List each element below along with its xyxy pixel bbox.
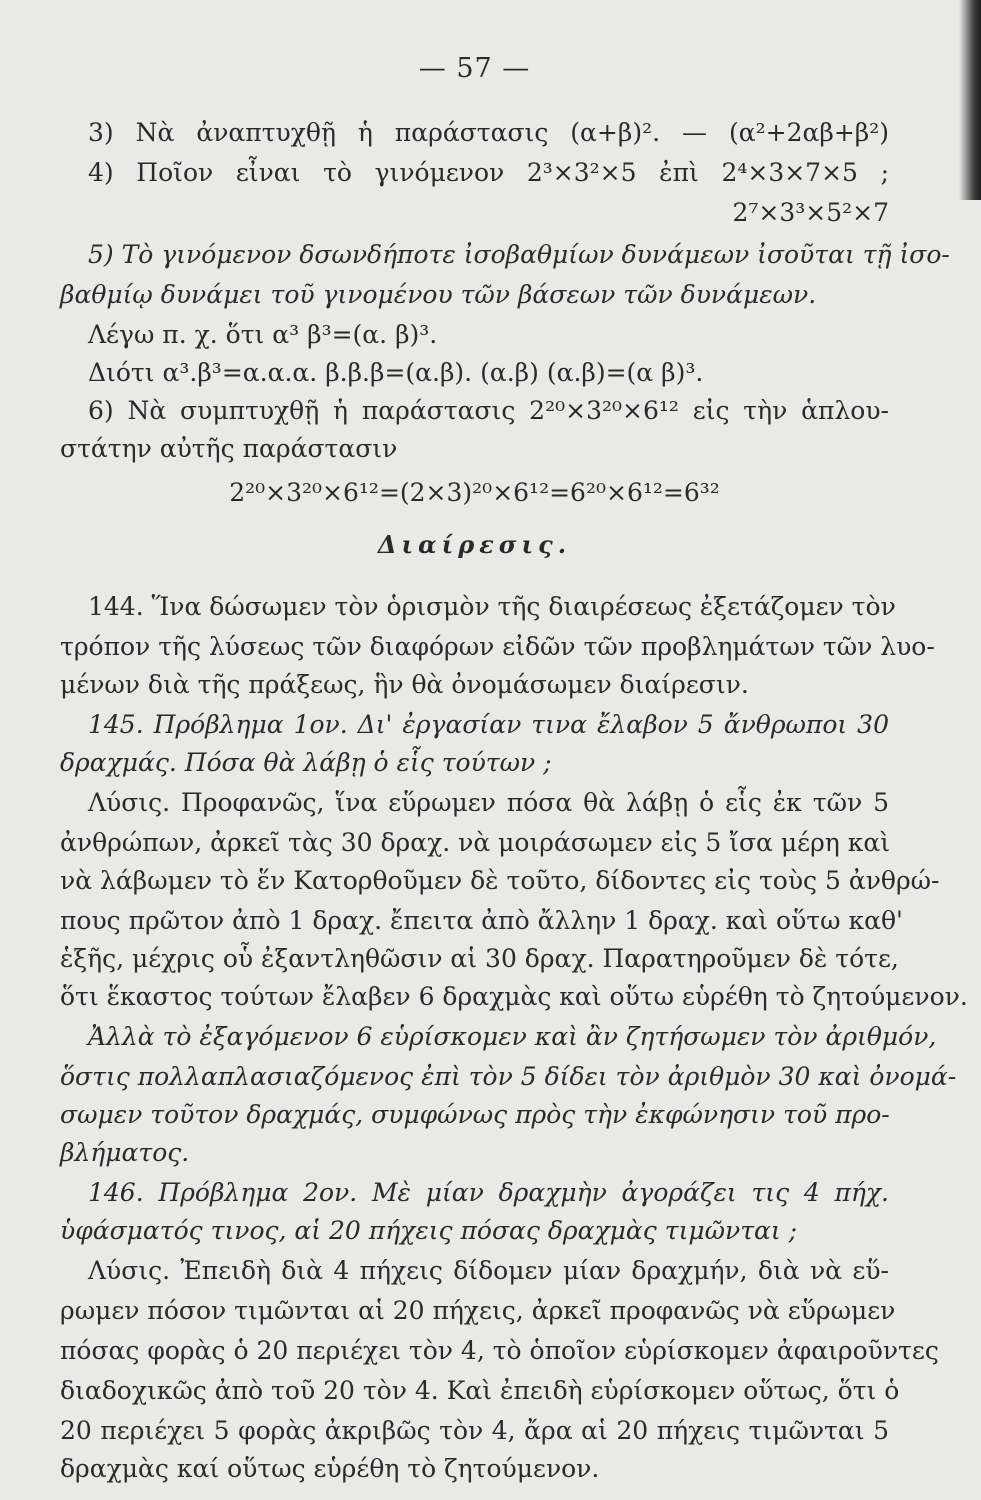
- remark-145-line-2: ὅστις πολλαπλασιαζόμενος ἐπὶ τὸν 5 δίδει τὸν ἀριθμὸν 30 καὶ ὀνομά-: [60, 1062, 957, 1091]
- page-number: — 57 —: [418, 53, 531, 84]
- remark-145-line-3: σωμεν τοῦτον δραχμάς, συμφώνως πρὸς τὴν ἐκφώνησιν τοῦ προ-: [60, 1100, 890, 1129]
- problem-146-line-2: ὑφάσματός τινος, αἱ 20 πήχεις πόσας δραχμὰς τιμῶνται ;: [60, 1216, 798, 1245]
- problem-145-line-2: δραχμάς. Πόσα θὰ λάβῃ ὁ εἷς τούτων ;: [60, 748, 552, 777]
- solution-146-line-3: πόσας φορὰς ὁ 20 περιέχει τὸν 4, τὸ ὁποῖον εὑρίσκομεν ἀφαιροῦντες: [60, 1336, 939, 1365]
- problem-145-line-1: 145. Πρόβλημα 1ον. Δι' ἐργασίαν τινα ἔλαβον 5 ἄνθρωποι 30: [88, 710, 889, 739]
- problem-146-line-1: 146. Πρόβλημα 2ον. Μὲ μίαν δραχμὴν ἀγοράζει τις 4 πήχ.: [88, 1178, 889, 1207]
- solution-145-line-2: ἀνθρώπων, ἀρκεῖ τὰς 30 δραχ. νὰ μοιράσωμεν εἰς 5 ἴσα μέρη καὶ: [60, 828, 891, 857]
- solution-146-line-2: ρωμεν πόσον τιμῶνται αἱ 20 πήχεις, ἀρκεῖ προφανῶς νὰ εὕρωμεν: [60, 1296, 896, 1325]
- paragraph-144-line-1: 144. Ἵνα δώσωμεν τὸν ὁρισμὸν τῆς διαιρέσεως ἐξετάζομεν τὸν: [88, 592, 896, 621]
- solution-146-line-6: δραχμὰς καί οὕτως εὑρέθη τὸ ζητούμενον.: [60, 1454, 600, 1483]
- paragraph-144-line-3: μένων διὰ τῆς πράξεως, ἣν θὰ ὀνομάσωμεν διαίρεσιν.: [60, 670, 749, 699]
- solution-145-line-3: νὰ λάβωμεν τὸ ἕν Κατορθοῦμεν δὲ τοῦτο, δίδοντες εἰς τοὺς 5 ἀνθρώ-: [60, 866, 940, 895]
- paragraph-144-line-2: τρόπον τῆς λύσεως τῶν διαφόρων εἰδῶν τῶν προβλημάτων τῶν λυο-: [60, 632, 935, 661]
- solution-146-line-4: διαδοχικῶς ἀπὸ τοῦ 20 τὸν 4. Καὶ ἐπειδὴ εὑρίσκομεν οὕτως, ὅτι ὁ: [60, 1376, 900, 1405]
- solution-146-line-5: 20 περιέχει 5 φορὰς ἀκριβῶς τὸν 4, ἄρα αἱ 20 πήχεις τιμῶνται 5: [60, 1416, 889, 1445]
- rule-5-line-2: βαθμίῳ δυνάμει τοῦ γινομένου τῶν βάσεων τῶν δυνάμεων.: [60, 280, 817, 309]
- remark-145-line-4: βλήματος.: [60, 1138, 190, 1167]
- exercise-3: 3) Νὰ ἀναπτυχθῇ ἡ παράστασις (α+β)². — (α²+2αβ+β²): [88, 118, 889, 147]
- solution-145-line-4: πους πρῶτον ἀπὸ 1 δραχ. ἔπειτα ἀπὸ ἄλλην 1 δραχ. καὶ οὕτω καθ': [60, 906, 903, 935]
- rule-5-proof: Διότι α³.β³=α.α.α. β.β.β=(α.β). (α.β) (α.β)=(α β)³.: [88, 358, 704, 387]
- remark-145-line-1: Ἀλλὰ τὸ ἐξαγόμενον 6 εὑρίσκομεν καὶ ἂν ζητήσωμεν τὸν ἀριθμόν,: [88, 1022, 937, 1051]
- rule-5-line-1: 5) Τὸ γινόμενον δσωνδήποτε ἰσοβαθμίων δυνάμεων ἰσοῦται τῇ ἰσο-: [88, 240, 950, 269]
- exercise-6-line-2: στάτην αὐτῆς παράστασιν: [60, 434, 398, 463]
- exercise-4-answer: 2⁷×3³×5²×7: [732, 198, 889, 227]
- solution-146-line-1: Λύσις. Ἐπειδὴ διὰ 4 πήχεις δίδομεν μίαν δραχμήν, διὰ νὰ εὕ-: [88, 1256, 889, 1285]
- exercise-6-line-1: 6) Νὰ συμπτυχθῇ ἡ παράστασις 2²⁰×3²⁰×6¹² εἰς τὴν ἁπλου-: [88, 396, 889, 425]
- solution-145-line-1: Λύσις. Προφανῶς, ἵνα εὕρωμεν πόσα θὰ λάβῃ ὁ εἷς ἐκ τῶν 5: [88, 788, 889, 817]
- exercise-6-equation: 2²⁰×3²⁰×6¹²=(2×3)²⁰×6¹²=6²⁰×6¹²=6³²: [229, 478, 720, 507]
- solution-145-line-5: ἑξῆς, μέχρις οὗ ἐξαντληθῶσιν αἱ 30 δραχ. Παρατηροῦμεν δὲ τότε,: [60, 944, 899, 973]
- rule-5-example: Λέγω π. χ. ὅτι α³ β³=(α. β)³.: [88, 320, 438, 349]
- solution-145-line-6: ὅτι ἕκαστος τούτων ἔλαβεν 6 δραχμὰς καὶ οὕτω εὑρέθη τὸ ζητούμενον.: [60, 982, 968, 1011]
- exercise-4: 4) Ποῖον εἶναι τὸ γινόμενον 2³×3²×5 ἐπὶ 2⁴×3×7×5 ;: [88, 158, 889, 187]
- section-heading: Διαίρεσις.: [377, 530, 572, 559]
